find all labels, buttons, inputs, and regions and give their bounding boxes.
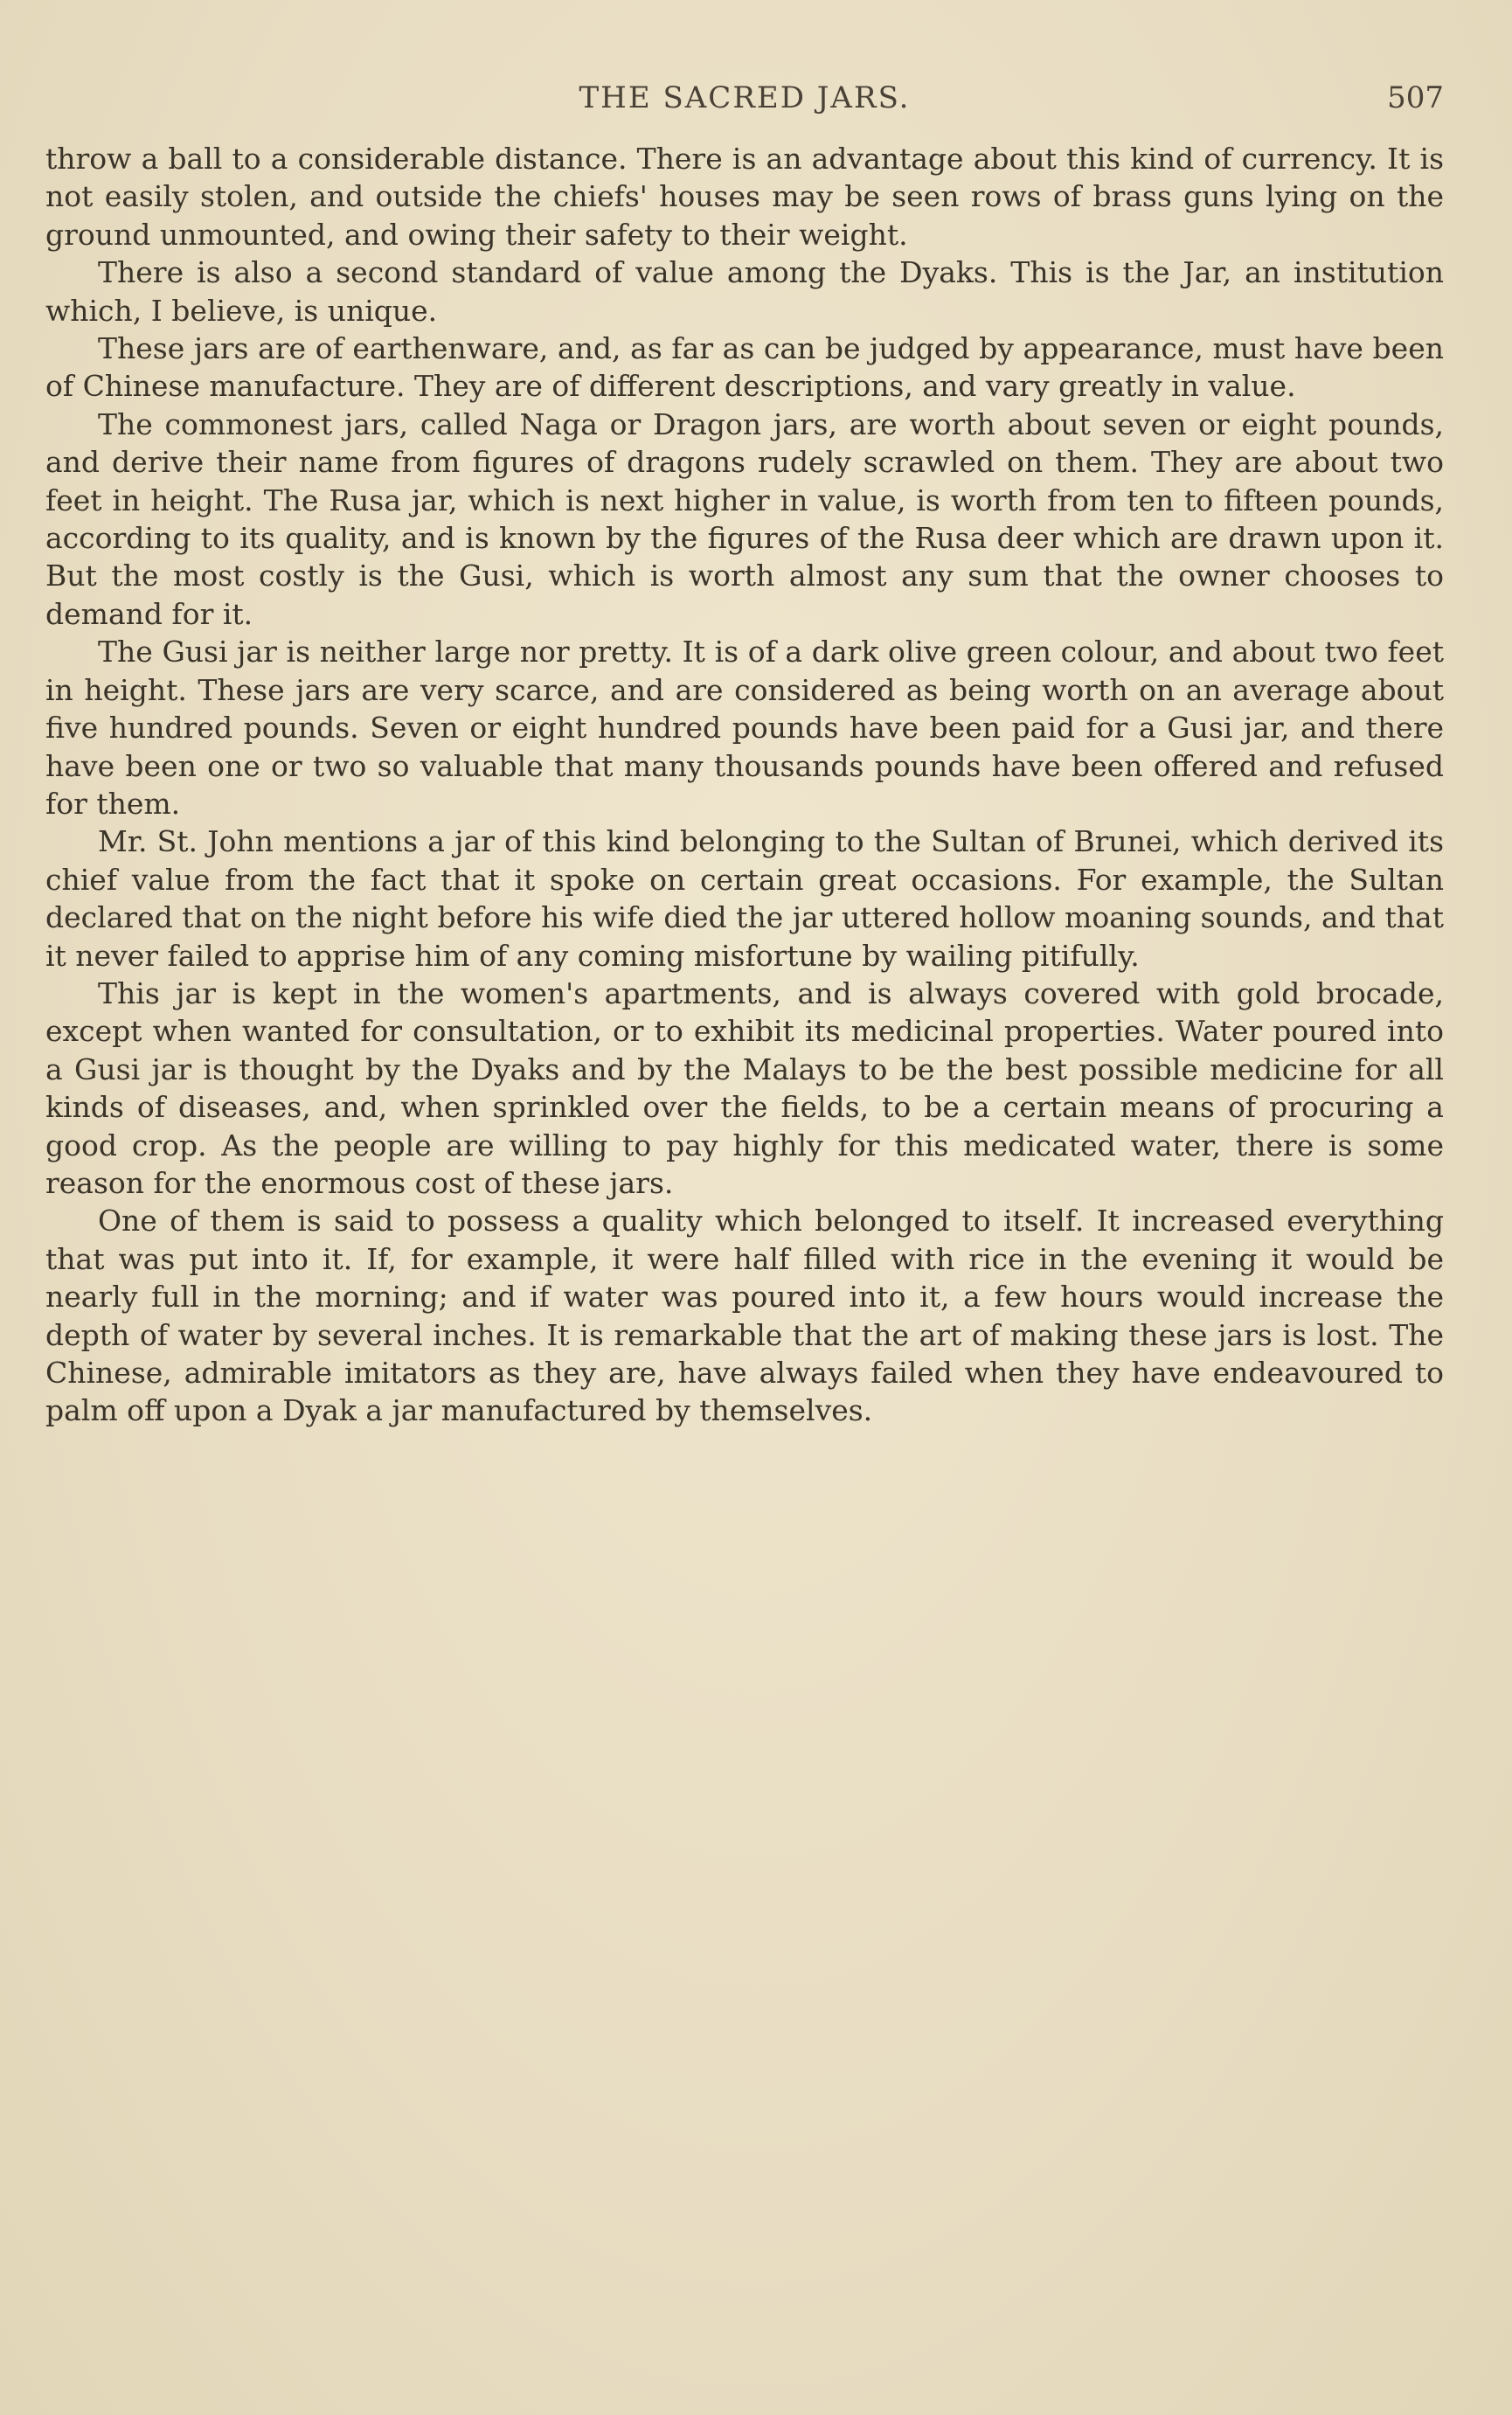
paragraph-8: One of them is said to possess a quality which belonged to itself. It increased everything that was put into it. If, for example, it were half filled with rice in the evening it would be nearly full in the morning; and if water was poured into it, a few hours would increase the depth of water by several inches. It is remarkable that the art of making these jars is lost. The Chinese, admirable imitators as they are, have always failed when they have endeavoured to palm off upon a Dyak a jar manufactured by themselves. (45, 1204, 1444, 1428)
paragraph-1: throw a ball to a considerable distance. There is an advantage about this kind of currency. It is not easily stolen, and outside the chiefs' houses may be seen rows of brass guns lying on the ground unmounted, and owing their safety to their weight. (45, 142, 1444, 252)
paragraph-3: These jars are of earthenware, and, as far as can be judged by appearance, must have been of Chinese manufacture. They are of different descriptions, and vary greatly in value. (45, 331, 1444, 404)
paragraph-5: The Gusi jar is neither large nor pretty. It is of a dark olive green colour, and about two feet in height. These jars are very scarce, and are considered as being worth on an average about five hundred pounds. Seven or eight hundred pounds have been paid for a Gusi jar, and there have been one or two so valuable that many thousands pounds have been offered and refused for them. (45, 635, 1444, 821)
body-text (45, 140, 1444, 1430)
paragraph-7: This jar is kept in the women's apartments, and is always covered with gold brocade, except when wanted for consultation, or to exhibit its medicinal properties. Water poured into a Gusi jar is thought by the Dyaks and by the Malays to be the best possible medicine for all kinds of diseases, and, when sprinkled over the fields, to be a certain means of procuring a good crop. As the people are willing to pay highly for this medicated water, there is some reason for the enormous cost of these jars. (45, 975, 1444, 1200)
paragraph-6: Mr. St. John mentions a jar of this kind belonging to the Sultan of Brunei, which derived its chief value from the fact that it spoke on certain great occasions. For example, the Sultan declared that on the night before his wife died the jar uttered hollow moaning sounds, and that it never failed to apprise him of any coming misfortune by wailing pitifully. (45, 824, 1444, 973)
running-head (45, 80, 1444, 124)
book-page (45, 80, 1444, 1430)
running-title: THE SACRED JARS. (579, 80, 911, 115)
paragraph-4: The commonest jars, called Naga or Dragon jars, are worth about seven or eight pounds, and derive their name from figures of dragons rudely scrawled on them. They are about two feet in height. The Rusa jar, which is next higher in value, is worth from ten to fifteen pounds, according to its quality, and is known by the figures of the Rusa deer which are drawn upon it. But the most costly is the Gusi, which is worth almost any sum that the owner chooses to demand for it. (45, 406, 1444, 631)
paragraph-2: There is also a second standard of value among the Dyaks. This is the Jar, an institution which, I believe, is unique. (45, 255, 1444, 328)
page-number: 507 (1387, 80, 1444, 115)
